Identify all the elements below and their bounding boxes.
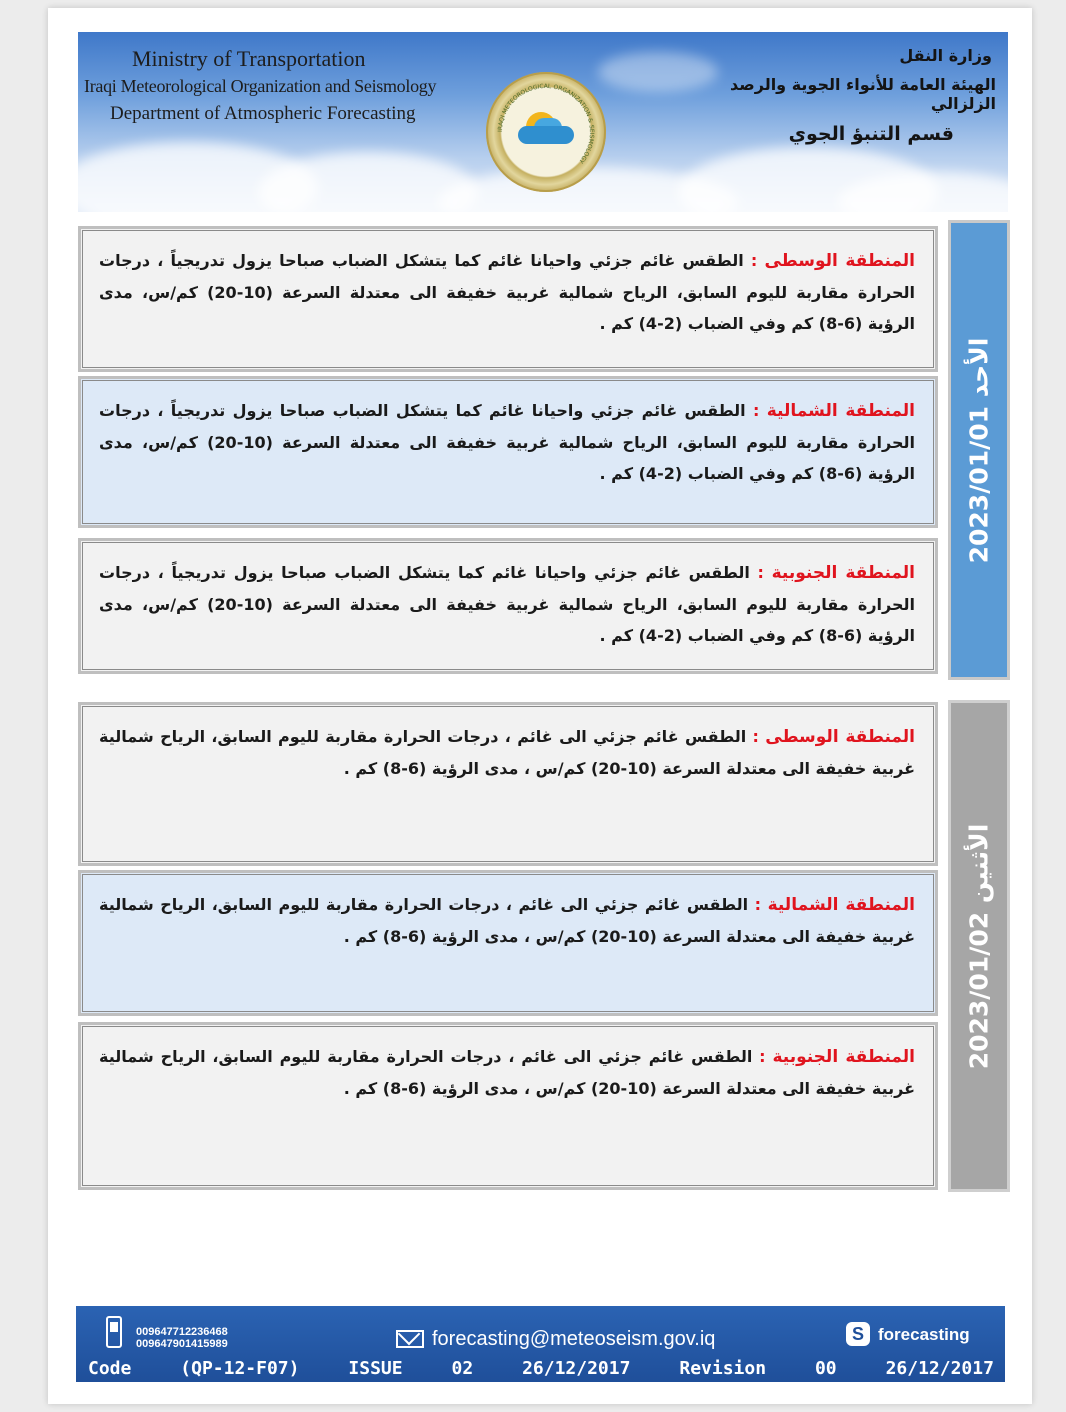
region-name: المنطقة الوسطى bbox=[764, 251, 915, 271]
phone-icon bbox=[106, 1316, 122, 1348]
region-central-day2: المنطقة الوسطى : الطقس غائم جزئي الى غائم ، درجات الحرارة مقاربة لليوم السابق، الرياح شمالية غربية خفيفة الى معتدلة السرعة (10-20) كم/س ، مدى الرؤية (6-8) كم . bbox=[78, 702, 938, 866]
day-label-2 bbox=[948, 700, 1010, 1192]
department-name-en: Department of Atmospheric Forecasting bbox=[110, 103, 416, 124]
forecast-day-2 bbox=[78, 700, 1010, 1192]
skype-handle: forecasting bbox=[878, 1325, 970, 1344]
issue-value: 02 bbox=[451, 1358, 474, 1379]
organization-name-en: Iraqi Meteorological Organization and Seismology bbox=[84, 76, 437, 96]
region-central-day1: المنطقة الوسطى : الطقس غائم جزئي واحيانا غائم كما يتشكل الضباب صباحا يزول تدريجياً ، درجات الحرارة مقاربة لليوم السابق، الرياح شمالية غربية خفيفة الى معتدلة السرعة (10-20) كم/س، مدى الرؤية (6-8) كم وفي الضباب (2-4) كم . bbox=[78, 226, 938, 372]
forecast-day-1 bbox=[78, 220, 1010, 680]
day-label-text: الأحد 2023/01/01 bbox=[964, 337, 994, 563]
region-name: المنطقة الشمالية bbox=[766, 401, 916, 421]
email-link[interactable]: forecasting@meteoseism.gov.iq bbox=[432, 1328, 716, 1350]
region-forecast-text: الطقس غائم جزئي واحيانا غائم كما يتشكل الضباب صباحا يزول تدريجياً ، درجات الحرارة مقاربة لليوم السابق، الرياح شمالية غربية خفيفة الى معتدلة السرعة (10-20) كم/س، مدى الرؤية (6-8) كم وفي الضباب (2-4) كم . bbox=[99, 563, 915, 645]
day-label-text: الأثنين 2023/01/02 bbox=[964, 823, 994, 1069]
revision-date: 26/12/2017 bbox=[885, 1358, 994, 1379]
svg-text:IRAQI METEOROLOGICAL ORGANIZAT: IRAQI METEOROLOGICAL ORGANIZATION & SEISMOLOGY bbox=[496, 82, 596, 165]
phone-number-1: 009647712236468 bbox=[136, 1326, 228, 1338]
code-value: (QP-12-F07) bbox=[180, 1358, 300, 1379]
revision-label: Revision bbox=[679, 1358, 767, 1379]
region-south-day2: المنطقة الجنوبية : الطقس غائم جزئي الى غائم ، درجات الحرارة مقاربة لليوم السابق، الرياح شمالية غربية خفيفة الى معتدلة السرعة (10-20) كم/س ، مدى الرؤية (6-8) كم . bbox=[78, 1022, 938, 1190]
skype-icon: S bbox=[846, 1322, 870, 1346]
region-forecast-text: الطقس غائم جزئي الى غائم ، درجات الحرارة مقاربة لليوم السابق، الرياح شمالية غربية خفيفة الى معتدلة السرعة (10-20) كم/س ، مدى الرؤية (6-8) كم . bbox=[99, 1047, 915, 1098]
issue-date: 26/12/2017 bbox=[522, 1358, 631, 1379]
region-name: المنطقة الشمالية bbox=[767, 895, 915, 915]
logo-cloud-base-icon bbox=[518, 126, 574, 144]
region-forecast-text: الطقس غائم جزئي واحيانا غائم كما يتشكل الضباب صباحا يزول تدريجياً ، درجات الحرارة مقاربة لليوم السابق، الرياح شمالية غربية خفيفة الى معتدلة السرعة (10-20) كم/س، مدى الرؤية (6-8) كم وفي الضباب (2-4) كم . bbox=[99, 251, 915, 333]
region-north-day1: المنطقة الشمالية : الطقس غائم جزئي واحيانا غائم كما يتشكل الضباب صباحا يزول تدريجياً ، درجات الحرارة مقاربة لليوم السابق، الرياح شمالية غربية خفيفة الى معتدلة السرعة (10-20) كم/س، مدى الرؤية (6-8) كم وفي الضباب (2-4) كم . bbox=[78, 376, 938, 528]
department-name-ar: قسم التنبؤ الجوي bbox=[788, 123, 954, 145]
issue-label: ISSUE bbox=[348, 1358, 403, 1379]
region-south-day1: المنطقة الجنوبية : الطقس غائم جزئي واحيانا غائم كما يتشكل الضباب صباحا يزول تدريجياً ، درجات الحرارة مقاربة لليوم السابق، الرياح شمالية غربية خفيفة الى معتدلة السرعة (10-20) كم/س، مدى الرؤية (6-8) كم وفي الضباب (2-4) كم . bbox=[78, 538, 938, 674]
footer-bar bbox=[76, 1306, 1005, 1382]
english-title-block bbox=[84, 46, 437, 125]
header-banner bbox=[78, 32, 1008, 212]
organization-logo bbox=[486, 72, 606, 192]
ministry-name-ar: وزارة النقل bbox=[899, 46, 992, 65]
region-name: المنطقة الجنوبية bbox=[771, 563, 915, 583]
region-name: المنطقة الوسطى bbox=[765, 727, 915, 747]
mail-icon bbox=[396, 1330, 424, 1348]
region-forecast-text: الطقس غائم جزئي الى غائم ، درجات الحرارة مقاربة لليوم السابق، الرياح شمالية غربية خفيفة الى معتدلة السرعة (10-20) كم/س ، مدى الرؤية (6-8) كم . bbox=[99, 895, 915, 946]
organization-name-ar: الهيئة العامة للأنواء الجوية والرصد الزلزالي bbox=[730, 75, 996, 113]
ministry-name-en: Ministry of Transportation bbox=[132, 46, 366, 71]
phone-numbers bbox=[136, 1326, 228, 1350]
day-label-1 bbox=[948, 220, 1010, 680]
region-forecast-text: الطقس غائم جزئي الى غائم ، درجات الحرارة مقاربة لليوم السابق، الرياح شمالية غربية خفيفة الى معتدلة السرعة (10-20) كم/س ، مدى الرؤية (6-8) كم . bbox=[99, 727, 915, 778]
document-code-line bbox=[88, 1358, 994, 1379]
phone-number-2: 009647901415989 bbox=[136, 1338, 228, 1350]
arabic-title-block bbox=[706, 46, 996, 145]
code-label: Code bbox=[88, 1358, 132, 1379]
revision-value: 00 bbox=[814, 1358, 837, 1379]
region-north-day2: المنطقة الشمالية : الطقس غائم جزئي الى غائم ، درجات الحرارة مقاربة لليوم السابق، الرياح شمالية غربية خفيفة الى معتدلة السرعة (10-20) كم/س ، مدى الرؤية (6-8) كم . bbox=[78, 870, 938, 1016]
region-forecast-text: الطقس غائم جزئي واحيانا غائم كما يتشكل الضباب صباحا يزول تدريجياً ، درجات الحرارة مقاربة لليوم السابق، الرياح شمالية غربية خفيفة الى معتدلة السرعة (10-20) كم/س، مدى الرؤية (6-8) كم وفي الضباب (2-4) كم . bbox=[99, 401, 915, 483]
region-name: المنطقة الجنوبية bbox=[772, 1047, 916, 1067]
